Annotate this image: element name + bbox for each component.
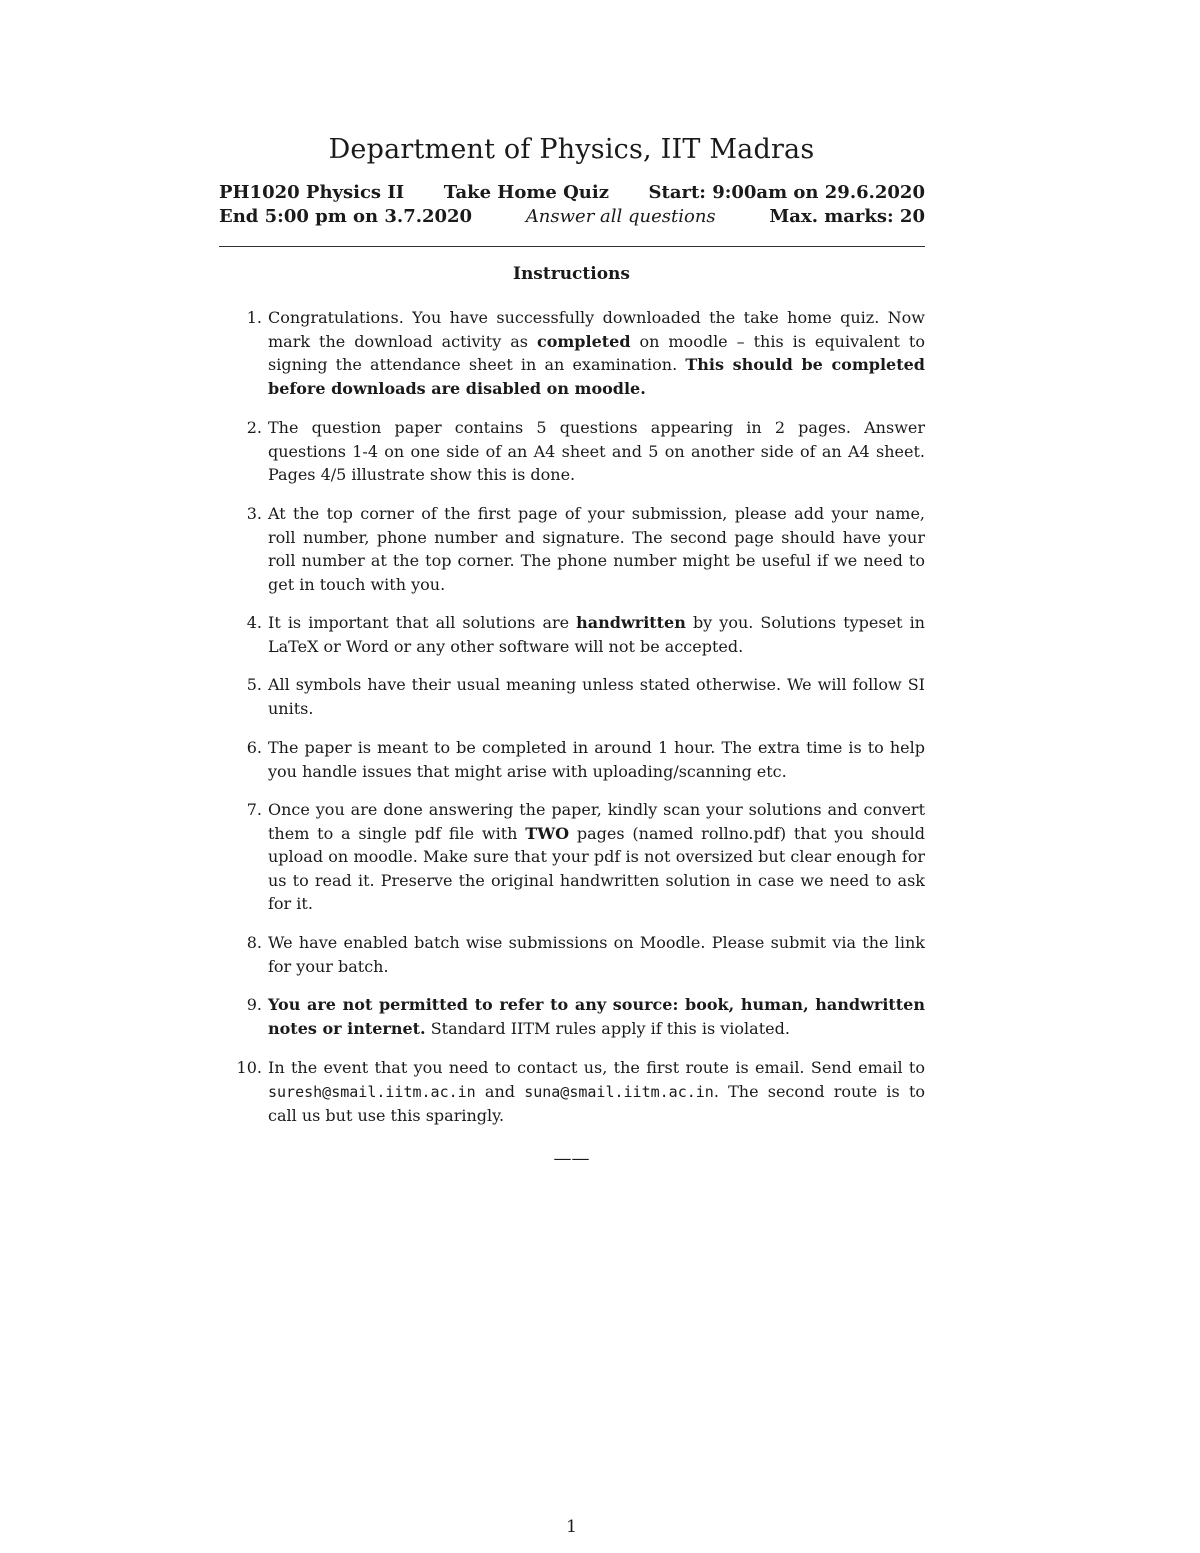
- email-link[interactable]: suna@smail.iitm.ac.in: [524, 1082, 714, 1101]
- instruction-item-10: 10. In the event that you need to contact us, the first route is email. Send email to suresh@smail.iitm.ac.in and suna@smail.iitm.ac.in. The second route is to call us but use this sparingly.: [268, 1056, 925, 1128]
- item-number: 7.: [246, 800, 262, 819]
- instruction-item-4: 4. It is important that all solutions are handwritten by you. Solutions typeset in LaTeX or Word or any other software will not be accepted.: [268, 611, 925, 658]
- item-number: 5.: [246, 675, 262, 694]
- quiz-type: Take Home Quiz: [443, 182, 609, 203]
- item-number: 6.: [246, 738, 262, 757]
- end-time: End 5:00 pm on 3.7.2020: [219, 206, 473, 227]
- document-title: Department of Physics, IIT Madras: [328, 134, 815, 165]
- item-number: 9.: [246, 995, 262, 1014]
- max-marks: Max. marks: 20: [769, 206, 925, 227]
- start-time: Start: 9:00am on 29.6.2020: [648, 182, 925, 203]
- instruction-item-3: 3. At the top corner of the first page of your submission, please add your name, roll number, phone number and signature. The second page should have your roll number at the top corner. The phone number might be useful if we need to get in touch with you.: [268, 502, 925, 596]
- item-number: 4.: [246, 613, 262, 632]
- item-number: 8.: [246, 933, 262, 952]
- email-link[interactable]: suresh@smail.iitm.ac.in: [268, 1082, 476, 1101]
- end-mark: ——: [553, 1148, 590, 1169]
- instruction-item-7: 7. Once you are done answering the paper, kindly scan your solutions and convert them to a single pdf file with TWO pages (named rollno.pdf) that you should upload on moodle. Make sure that your pdf is not oversized but clear enough for us to read it. Preserve the original handwritten solution in case we need to ask for it.: [268, 798, 925, 916]
- instruction-item-8: 8. We have enabled batch wise submissions on Moodle. Please submit via the link for your batch.: [268, 931, 925, 978]
- instruction-item-5: 5. All symbols have their usual meaning unless stated otherwise. We will follow SI units.: [268, 673, 925, 720]
- item-number: 1.: [246, 308, 262, 327]
- instruction-item-6: 6. The paper is meant to be completed in around 1 hour. The extra time is to help you handle issues that might arise with uploading/scanning etc.: [268, 736, 925, 783]
- answer-instruction: Answer all questions: [525, 206, 716, 227]
- instruction-item-1: 1. Congratulations. You have successfully downloaded the take home quiz. Now mark the download activity as completed on moodle – this is equivalent to signing the attendance sheet in an examination. This should be completed before downloads are disabled on moodle.: [268, 306, 925, 400]
- course-name: PH1020 Physics II: [219, 182, 405, 203]
- item-number: 10.: [236, 1058, 262, 1077]
- item-number: 3.: [246, 504, 262, 523]
- instructions-heading: Instructions: [513, 264, 630, 284]
- instruction-item-2: 2. The question paper contains 5 questions appearing in 2 pages. Answer questions 1-4 on one side of an A4 sheet and 5 on another side of an A4 sheet. Pages 4/5 illustrate show this is done.: [268, 416, 925, 487]
- instruction-item-9: 9. You are not permitted to refer to any source: book, human, handwritten notes or internet. Standard IITM rules apply if this is violated.: [268, 993, 925, 1040]
- item-number: 2.: [246, 418, 262, 437]
- page-number: 1: [566, 1517, 577, 1537]
